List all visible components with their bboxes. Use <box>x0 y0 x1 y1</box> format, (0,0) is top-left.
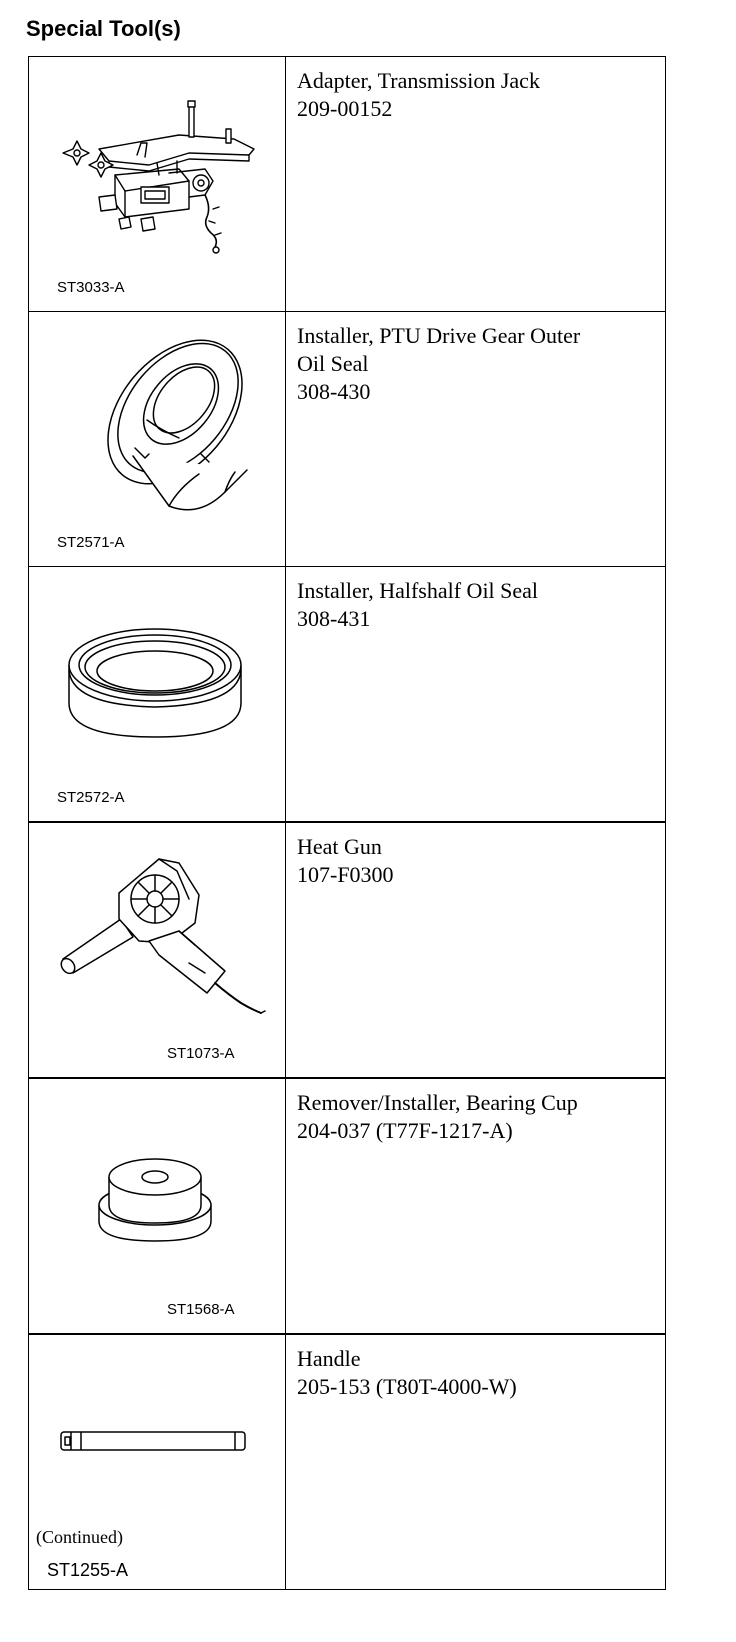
table-row <box>29 822 666 1078</box>
tool-number: 107-F0300 <box>297 862 394 887</box>
tool-image-code: ST1073-A <box>167 1045 235 1062</box>
tool-image-code: ST1568-A <box>167 1301 235 1318</box>
tool-illustration-cell <box>29 57 286 312</box>
tool-image-code: ST1255-A <box>47 1560 129 1580</box>
special-tools-table <box>28 56 666 1590</box>
table-row <box>29 312 666 567</box>
tool-description-cell <box>286 567 666 823</box>
tool-name: Installer, PTU Drive Gear Outer <box>297 323 581 348</box>
transmission-jack-adapter-icon <box>29 57 285 267</box>
section-title: Special Tool(s) <box>26 16 181 41</box>
tool-number: 204-037 (T77F-1217-A) <box>297 1118 513 1143</box>
tool-name: Heat Gun <box>297 834 382 859</box>
table-row <box>29 1078 666 1334</box>
tool-image-code: ST2572-A <box>57 789 125 806</box>
tool-description-cell <box>286 57 666 312</box>
tool-image-code: ST3033-A <box>57 279 125 296</box>
tool-number: 308-431 <box>297 606 371 631</box>
handle-icon <box>29 1335 285 1545</box>
table-row <box>29 1334 666 1590</box>
tool-number: 308-430 <box>297 379 371 404</box>
tool-illustration-cell <box>29 822 286 1078</box>
tool-number: 209-00152 <box>297 96 393 121</box>
tool-illustration-cell <box>29 1078 286 1334</box>
tool-description-cell <box>286 312 666 567</box>
tool-illustration-cell <box>29 1334 286 1590</box>
tool-illustration-cell <box>29 312 286 567</box>
tool-number: 205-153 (T80T-4000-W) <box>297 1374 517 1399</box>
tool-illustration-cell <box>29 567 286 823</box>
tool-description-cell <box>286 822 666 1078</box>
heat-gun-icon <box>29 823 285 1033</box>
tool-name: Remover/Installer, Bearing Cup <box>297 1090 578 1115</box>
halfshaft-seal-installer-icon <box>29 567 285 777</box>
bearing-cup-installer-icon <box>29 1079 285 1289</box>
table-row <box>29 567 666 823</box>
tool-name-continued: Oil Seal <box>297 351 369 376</box>
table-row <box>29 57 666 312</box>
tool-name: Installer, Halfshalf Oil Seal <box>297 578 539 603</box>
tool-name: Handle <box>297 1346 361 1371</box>
tool-description-cell <box>286 1078 666 1334</box>
seal-installer-icon <box>29 312 285 522</box>
tool-image-code: ST2571-A <box>57 534 125 551</box>
continued-note: (Continued) <box>36 1527 123 1547</box>
tool-description-cell <box>286 1334 666 1590</box>
tool-name: Adapter, Transmission Jack <box>297 68 540 93</box>
